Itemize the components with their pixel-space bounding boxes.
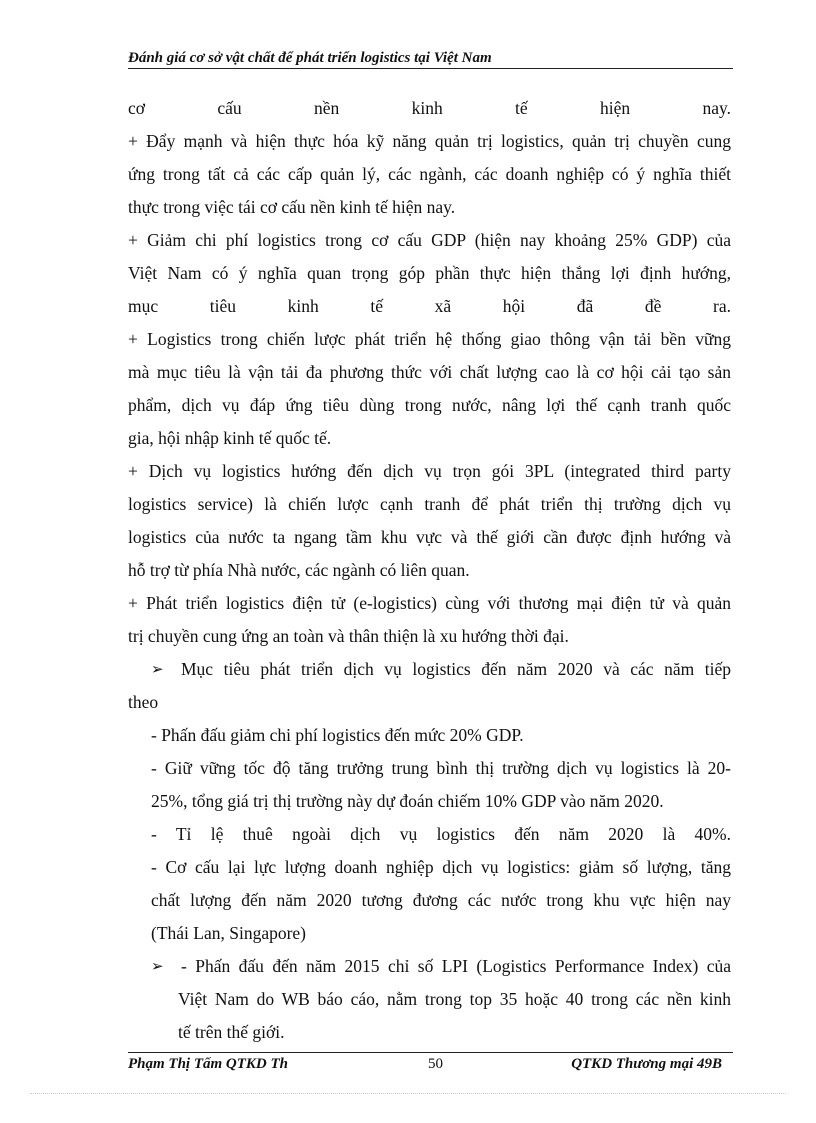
footer-author: Phạm Thị Tấm QTKD Th: [128, 1056, 289, 1072]
bullet-item: [128, 653, 731, 686]
body-line: phẩm, dịch vụ đáp ứng tiêu dùng trong nước, nâng lợi thế cạnh tranh quốc: [128, 395, 731, 415]
arrow-bullet-icon: ➢: [151, 660, 164, 678]
body-line: + Dịch vụ logistics hướng đến dịch vụ trọn gói 3PL (integrated third party: [128, 461, 731, 481]
body-line: logistics service) là chiến lược cạnh tranh để phát triển thị trường dịch vụ: [128, 494, 731, 514]
body-line: logistics của nước ta ngang tầm khu vực và thế giới cần được định hướng và: [128, 527, 731, 547]
footer-course: QTKD Thương mại 49B: [571, 1056, 722, 1072]
body-line: + Đẩy mạnh và hiện thực hóa kỹ năng quản trị logistics, quản trị chuyền cung: [128, 131, 731, 151]
page-body: [128, 92, 731, 1049]
body-line: theo: [128, 692, 159, 712]
body-line: ứng trong tất cả các cấp quản lý, các ngành, các doanh nghiệp có ý nghĩa thiết: [128, 164, 731, 184]
body-line: mà mục tiêu là vận tải đa phương thức với chất lượng cao là cơ hội cải tạo sản: [128, 362, 731, 382]
body-line: tế trên thế giới.: [178, 1022, 285, 1042]
dash-item: - Tỉ lệ thuê ngoài dịch vụ logistics đến năm 2020 là 40%.: [151, 824, 731, 844]
dash-item: - Giữ vững tốc độ tăng trưởng trung bình thị trường dịch vụ logistics là 20-: [151, 758, 731, 778]
page-number: 50: [428, 1056, 443, 1072]
dash-item: - Phấn đấu giảm chi phí logistics đến mức 20% GDP.: [151, 725, 524, 745]
page-header-title: Đánh giá cơ sở vật chất để phát triển logistics tại Việt Nam: [128, 50, 492, 66]
bullet-text: - Phấn đấu đến năm 2015 chỉ số LPI (Logistics Performance Index) của: [181, 956, 731, 976]
body-line: cơ cấu nền kinh tế hiện nay.: [128, 98, 731, 118]
body-line: Việt Nam do WB báo cáo, nằm trong top 35 hoặc 40 trong các nền kinh: [178, 989, 731, 1009]
body-line: thực trong việc tái cơ cấu nền kinh tế hiện nay.: [128, 197, 456, 217]
body-line: + Phát triển logistics điện tử (e-logistics) cùng với thương mại điện tử và quản: [128, 593, 731, 613]
dash-item: - Cơ cấu lại lực lượng doanh nghiệp dịch vụ logistics: giảm số lượng, tăng: [151, 857, 731, 877]
dash-item: 25%, tổng giá trị thị trường này dự đoán chiếm 10% GDP vào năm 2020.: [151, 791, 664, 811]
bullet-item: [128, 950, 731, 983]
body-line: trị chuyền cung ứng an toàn và thân thiện là xu hướng thời đại.: [128, 626, 569, 646]
body-line: Việt Nam có ý nghĩa quan trọng góp phần thực hiện thắng lợi định hướng,: [128, 263, 731, 283]
body-line: + Giảm chi phí logistics trong cơ cấu GDP (hiện nay khoảng 25% GDP) của: [128, 230, 731, 250]
header-divider: [128, 68, 733, 69]
page-bottom-border: [30, 1093, 786, 1094]
dash-item: chất lượng đến năm 2020 tương đương các nước trong khu vực hiện nay: [151, 890, 731, 910]
body-line: hỗ trợ từ phía Nhà nước, các ngành có liên quan.: [128, 560, 470, 580]
bullet-text: Mục tiêu phát triển dịch vụ logistics đến năm 2020 và các năm tiếp: [181, 659, 731, 679]
footer-divider: [128, 1052, 733, 1053]
dash-item: (Thái Lan, Singapore): [151, 923, 307, 943]
body-line: mục tiêu kinh tế xã hội đã đề ra.: [128, 296, 731, 316]
body-line: + Logistics trong chiến lược phát triển hệ thống giao thông vận tải bền vững: [128, 329, 731, 349]
body-line: gia, hội nhập kinh tế quốc tế.: [128, 428, 332, 448]
arrow-bullet-icon: ➢: [151, 957, 164, 975]
